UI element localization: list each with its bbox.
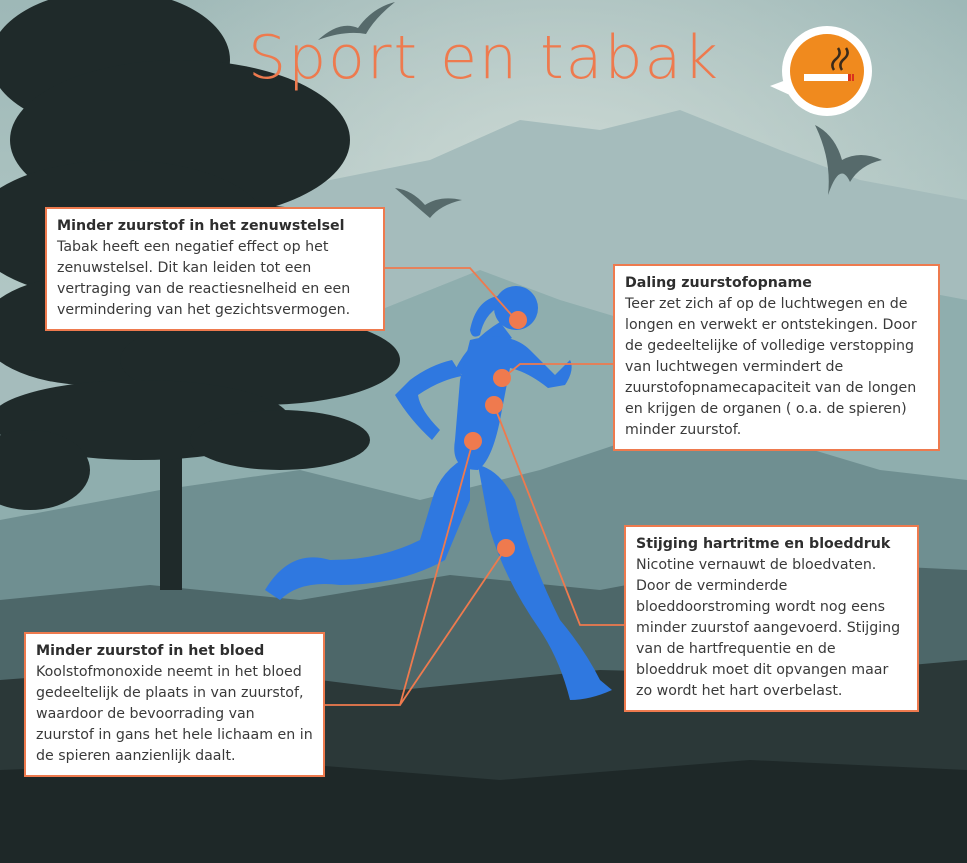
marker-heart	[485, 396, 503, 414]
callout-heading: Minder zuurstof in het zenuwstelsel	[57, 218, 345, 234]
callout-body: Tabak heeft een negatief effect op het zenuwstelsel. Dit kan leiden tot een vertraging van de reactiesnelheid en een vermindering van het gezichtsvermogen.	[57, 239, 351, 318]
cigarette-icon	[790, 34, 864, 108]
marker-lungs	[493, 369, 511, 387]
callout-heading: Stijging hartritme en bloeddruk	[636, 536, 891, 552]
callout-blood-oxygen	[24, 632, 325, 777]
no-smoking-badge	[782, 26, 872, 116]
callout-body: Teer zet zich af op de luchtwegen en de longen en verwekt er ontstekingen. Door de gedeeltelijke of volledige verstopping van luchtwegen vermindert de zuurstofopnamecapaciteit van de longen en krijgen de organen ( o.a. de spieren) minder zuurstof.	[625, 296, 917, 438]
marker-legs	[497, 539, 515, 557]
marker-blood	[464, 432, 482, 450]
callout-body: Koolstofmonoxide neemt in het bloed gedeeltelijk de plaats in van zuurstof, waardoor de bevoorrading van zuurstof in gans het hele lichaam en in de spieren aanzienlijk daalt.	[36, 664, 313, 764]
marker-head	[509, 311, 527, 329]
callout-nervous-system	[45, 207, 385, 331]
callout-heading: Minder zuurstof in het bloed	[36, 643, 265, 659]
callout-heart-rate	[624, 525, 919, 712]
callout-body: Nicotine vernauwt de bloedvaten. Door de verminderde bloeddoorstroming wordt nog eens minder zuurstof aangevoerd. Stijging van de hartfrequentie en de bloeddruk moet dit opvangen maar zo wordt het hart overbelast.	[636, 557, 901, 699]
page-title: Sport en tabak	[248, 23, 721, 93]
callout-oxygen-uptake	[613, 264, 940, 451]
callout-heading: Daling zuurstofopname	[625, 275, 812, 291]
